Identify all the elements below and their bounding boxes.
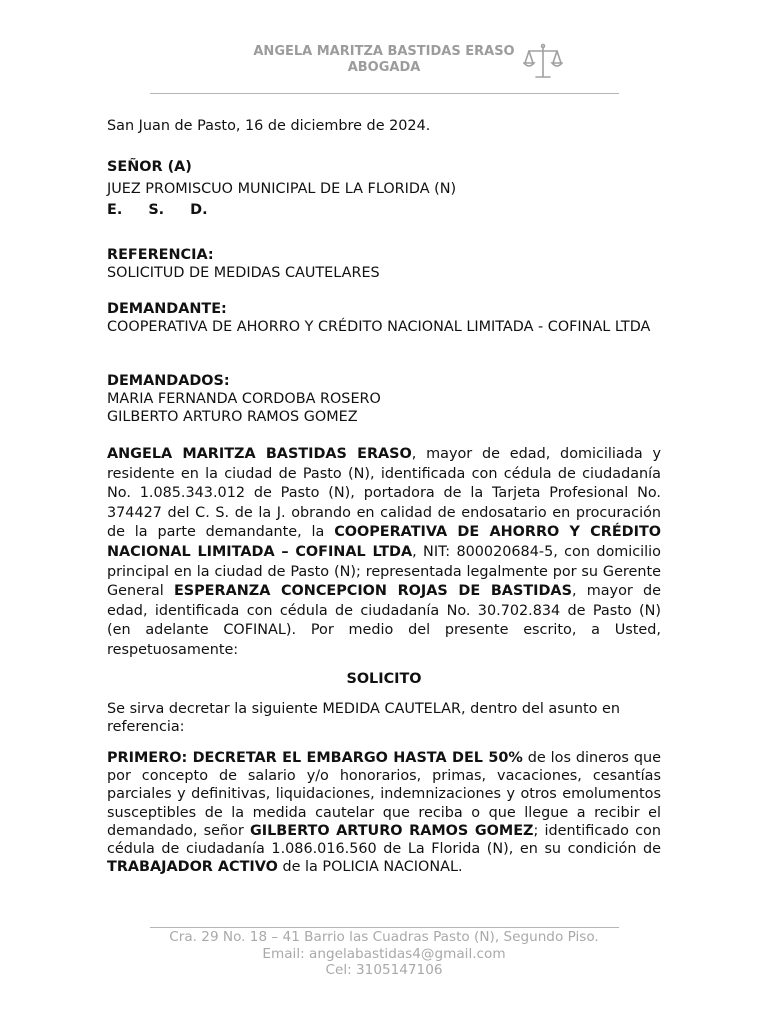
footer-phone: Cel: 3105147106 [325,962,443,978]
demandante-label: DEMANDANTE: [107,301,227,317]
court-name: JUEZ PROMISCUO MUNICIPAL DE LA FLORIDA (N) [107,181,457,198]
header-divider [150,93,619,94]
demandante-value: COOPERATIVA DE AHORRO Y CRÉDITO NACIONAL LIMITADA - COFINAL LTDA [107,319,651,336]
intro-paragraph: ANGELA MARITZA BASTIDAS ERASO, mayor de edad, domiciliada y residente en la ciudad de Pasto (N), identificada con cédula de ciudadanía No. 1.085.343.012 de Pasto (N), portadora de la Tarjeta Profesional No. 374427 del C. S. de la J. obrando en calidad de endosatario en procuración de la parte demandante, la COOPERATIVA DE AHORRO Y CRÉDITO NACIONAL LIMITADA – COFINAL LTDA, NIT: 800020684-5, con domicilio principal en la ciudad de Pasto (N); representada legalmente por su Gerente General ESPERANZA CONCEPCION ROJAS DE BASTIDAS, mayor de edad, identificada con cédula de ciudadanía No. 30.702.834 de Pasto (N) (en adelante COFINAL). Por medio del presente escrito, a Usted, respetuosamente: [107,446,662,658]
referencia-value: SOLICITUD DE MEDIDAS CAUTELARES [107,265,380,282]
letterhead [0,44,768,76]
demandados-label: DEMANDADOS: [107,373,230,389]
referencia-block [107,246,661,282]
demandados-block [107,372,661,427]
footer-divider [150,927,619,928]
demandante-block [107,300,661,336]
primero-paragraph: PRIMERO: DECRETAR EL EMBARGO HASTA DEL 50% de los dineros que por concepto de salario y/o honorarios, primas, vacaciones, cesantías parciales y definitivas, liquidaciones, indemnizaciones y otros emolumentos susceptibles de la medida cautelar que reciba o que llegue a recibir el demandado, señor GILBERTO ARTURO RAMOS GOMEZ; identificado con cédula de ciudadanía 1.086.016.560 de La Florida (N), en su condición de TRABAJADOR ACTIVO de la POLICIA NACIONAL. [107,750,661,876]
date-line: San Juan de Pasto, 16 de diciembre de 2024. [107,118,431,134]
letter-footer [0,929,768,979]
footer-address: Cra. 29 No. 18 – 41 Barrio las Cuadras Pasto (N), Segundo Piso. [169,929,599,945]
demandado-2: GILBERTO ARTURO RAMOS GOMEZ [107,409,358,426]
addressee-block [107,158,661,220]
referencia-label: REFERENCIA: [107,247,214,263]
solicito-heading: SOLICITO [346,671,422,687]
footer-email: Email: angelabastidas4@gmail.com [262,945,506,962]
esd-line: E. S. D. [107,202,208,219]
lawyer-title: ABOGADA [347,60,421,75]
request-paragraph: Se sirva decretar la siguiente MEDIDA CAUTELAR, dentro del asunto en referencia: [107,701,620,736]
scales-of-justice-icon [523,42,563,82]
demandado-1: MARIA FERNANDA CORDOBA ROSERO [107,391,381,408]
lawyer-name: ANGELA MARITZA BASTIDAS ERASO [253,44,515,59]
salutation: SEÑOR (A) [107,159,192,175]
